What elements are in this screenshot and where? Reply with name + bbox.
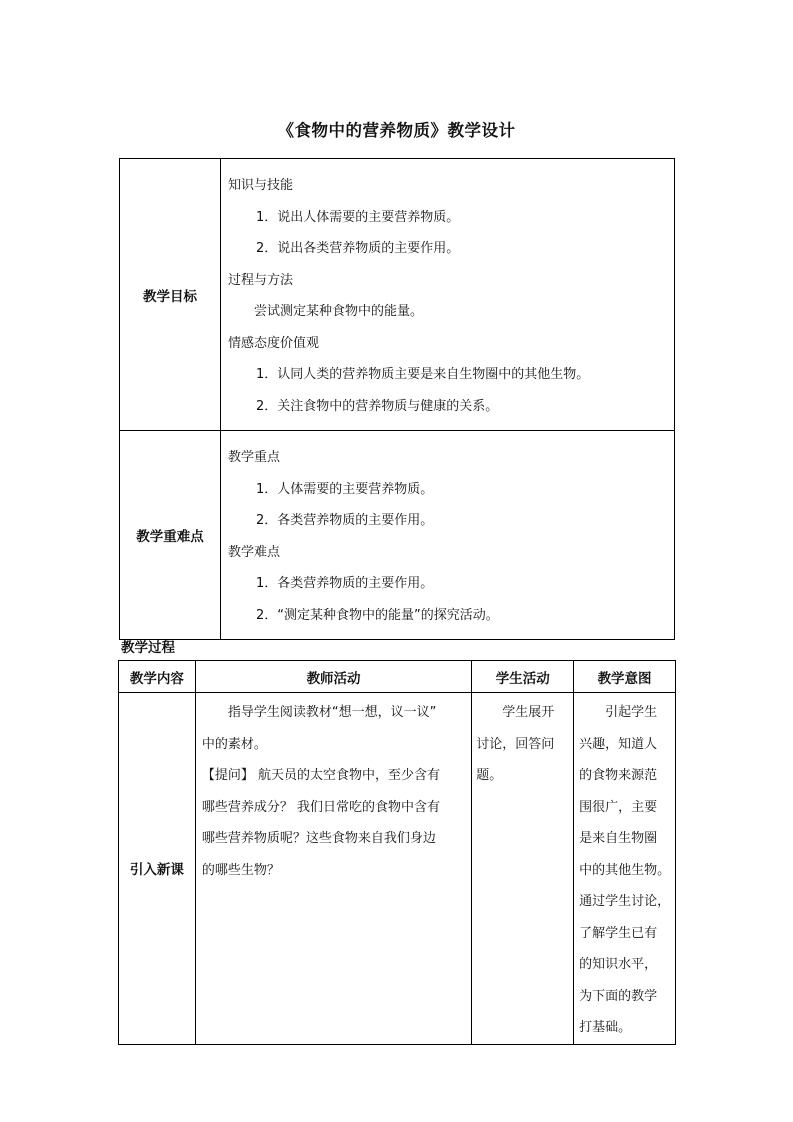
text-line: 的食物来源范 [579,768,658,783]
text-line: 哪些营养物质呢？这些食物来自我们身边 [201,831,436,846]
text-line: 中的素材。 [201,736,267,752]
text-line: 的知识水平， [579,957,658,972]
text-line: 题。 [476,768,503,783]
teaching-intent-cell [574,693,676,1045]
column-header: 教学意图 [574,661,676,693]
list-item: 教学重点 [228,450,281,465]
text-line: 中的其他生物。 [579,862,671,878]
column-header: 学生活动 [472,661,574,693]
list-item: 1．认同人类的营养物质主要是来自生物圈中的其他生物。 [256,367,590,382]
column-header: 教师活动 [195,661,471,693]
table-row [120,159,675,431]
list-item: 教学难点 [228,544,281,560]
text-line: 讨论，回答问 [476,736,555,752]
goals-label: 教学目标 [120,159,221,431]
text-line: 【提问】 航天员的太空食物中，至少含有 [201,768,440,783]
student-activity-cell [472,693,574,1045]
goals-content [221,159,675,431]
list-item: 情感态度价值观 [228,335,320,351]
text-line: 兴趣，知道人 [579,736,658,752]
list-item: 过程与方法 [228,272,294,288]
document-title: 《食物中的营养物质》教学设计 [277,121,516,140]
text-line: 的哪些生物？ [201,862,280,878]
list-item: 尝试测定某种食物中的能量。 [254,304,424,319]
text-line: 围很广，主要 [579,799,658,815]
list-item: 1．各类营养物质的主要作用。 [256,576,434,591]
process-section-label: 教学过程 [121,640,175,656]
text-line: 打基础。 [579,1020,632,1035]
text-line: 了解学生已有 [579,925,658,941]
table-row [120,431,675,640]
process-table [118,660,676,1045]
list-item: 1．人体需要的主要营养物质。 [256,481,434,497]
column-header: 教学内容 [119,661,196,693]
objectives-table [119,158,675,640]
table-header-row [119,661,676,693]
key-points-label: 教学重难点 [120,431,221,640]
list-item: 2．“测定某种食物中的能量”的探究活动。 [256,607,499,623]
text-line: 是来自生物圈 [579,831,658,846]
list-item: 知识与技能 [228,178,294,193]
text-line: 通过学生讨论， [579,894,671,909]
text-line: 哪些营养成分？ 我们日常吃的食物中含有 [201,799,440,815]
teacher-activity-cell [195,693,471,1045]
text-line: 指导学生阅读教材“想一想，议一议” [201,705,437,720]
text-line: 学生展开 [476,705,555,720]
text-line: 为下面的教学 [579,988,658,1004]
text-line: 引起学生 [579,705,658,720]
list-item: 2．说出各类营养物质的主要作用。 [256,241,460,256]
content-cell: 引入新课 [119,693,196,1045]
list-item: 2．各类营养物质的主要作用。 [256,513,434,528]
list-item: 2．关注食物中的营养物质与健康的关系。 [256,398,499,414]
table-row [119,693,676,1045]
key-points-content [221,431,675,640]
list-item: 1．说出人体需要的主要营养物质。 [256,209,460,225]
